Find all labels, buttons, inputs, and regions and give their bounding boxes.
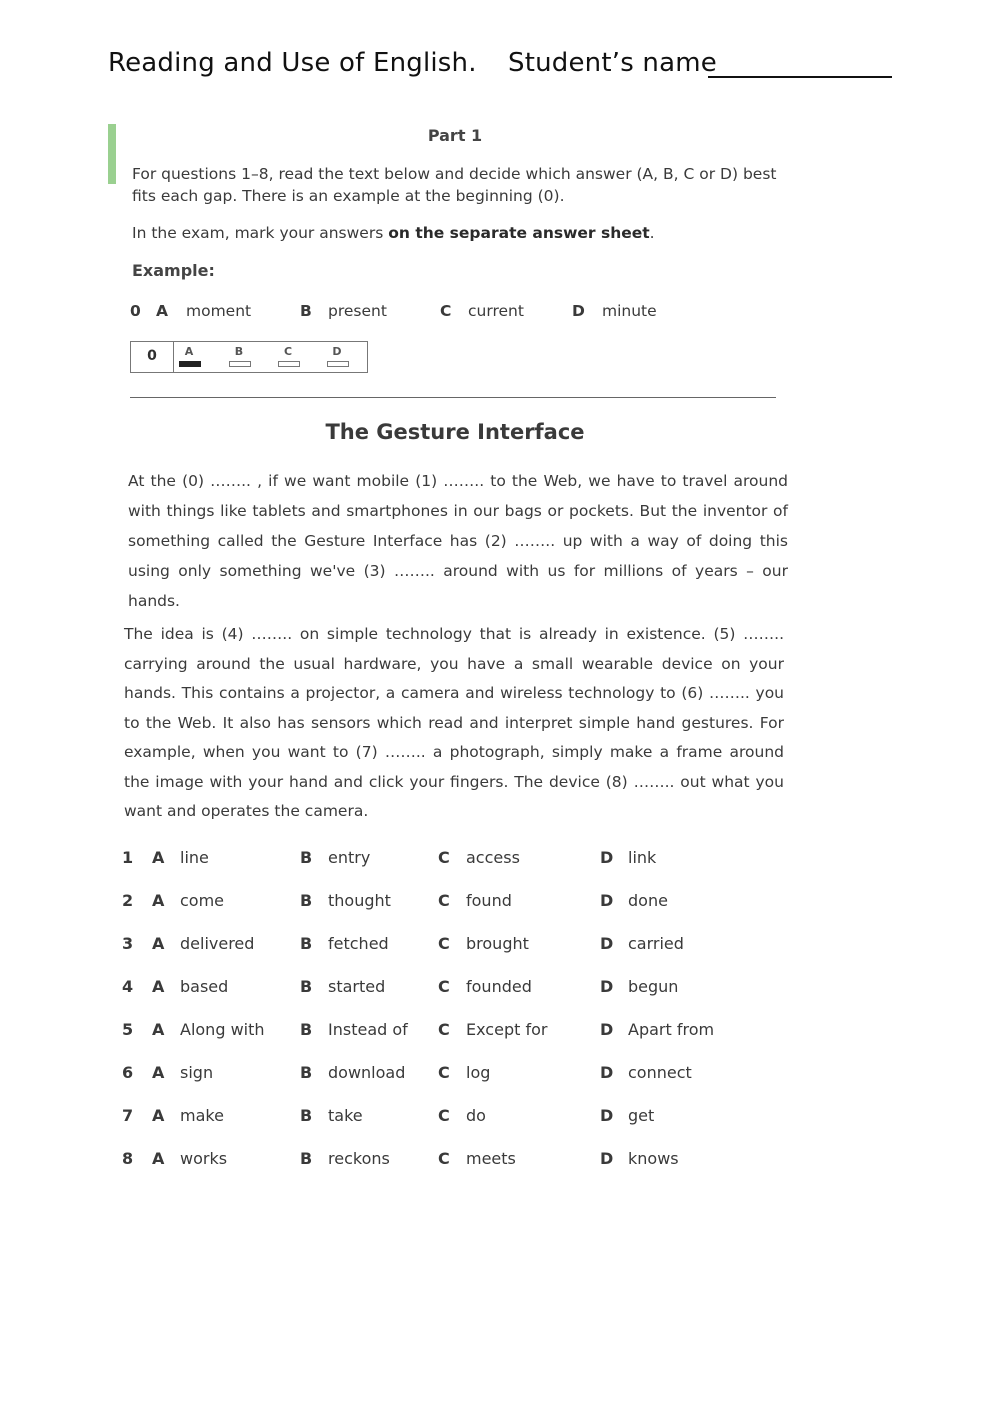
option-letter-a: A: [152, 1020, 165, 1039]
option-letter-c: C: [438, 1020, 450, 1039]
answer-sheet-letter-d: D: [332, 345, 342, 358]
student-name-label: Student’s name: [508, 48, 717, 78]
option-letter-d: D: [600, 848, 614, 867]
question-row: [116, 934, 736, 977]
answer-sheet-letter-c: C: [283, 345, 293, 358]
exam-note-prefix: In the exam, mark your answers: [132, 224, 384, 242]
question-number: 4: [122, 977, 134, 996]
question-number: 2: [122, 891, 134, 910]
example-word-a: moment: [186, 302, 252, 320]
option-letter-d: D: [600, 934, 614, 953]
option-c[interactable]: meets: [466, 1149, 516, 1168]
option-letter-c: C: [438, 1106, 450, 1125]
worksheet-title: Reading and Use of English.: [108, 48, 477, 78]
option-a[interactable]: line: [180, 848, 209, 867]
option-letter-b: B: [300, 891, 313, 910]
option-b[interactable]: download: [328, 1063, 406, 1082]
story-title: The Gesture Interface: [325, 420, 585, 444]
option-a[interactable]: come: [180, 891, 225, 910]
option-d[interactable]: done: [628, 891, 668, 910]
option-c[interactable]: brought: [466, 934, 529, 953]
option-c[interactable]: founded: [466, 977, 532, 996]
option-letter-b: B: [300, 1149, 313, 1168]
example-label: Example:: [132, 261, 215, 280]
answer-sheet-bubble-a[interactable]: [179, 361, 201, 367]
answer-sheet-bubble-d[interactable]: [327, 361, 349, 367]
option-d[interactable]: knows: [628, 1149, 679, 1168]
option-a[interactable]: Along with: [180, 1020, 265, 1039]
question-number: 7: [122, 1106, 134, 1125]
story-paragraph-1-text: At the (0) …….. , if we want mobile (1) …….. to the Web, we have to travel around with things like tablets and smartphones in our bags or pockets. But the inventor of something called the Gesture Interface has (2) …….. up with a way of doing this using only something we've (3) …….. around with us for millions of years – our hands.: [128, 472, 788, 610]
option-letter-d: D: [600, 1020, 614, 1039]
example-number: 0: [130, 302, 141, 320]
option-letter-d: D: [600, 1149, 614, 1168]
option-letter-a: A: [152, 1149, 165, 1168]
question-row: [116, 848, 736, 891]
option-letter-a: A: [152, 891, 165, 910]
option-letter-b: B: [300, 1106, 313, 1125]
option-a[interactable]: based: [180, 977, 229, 996]
question-row: [116, 1020, 736, 1063]
exam-note: [132, 224, 782, 242]
story-paragraph-1: [128, 466, 788, 616]
option-letter-b: B: [300, 1020, 313, 1039]
option-b[interactable]: entry: [328, 848, 371, 867]
answer-sheet-letter-a: A: [184, 345, 194, 358]
option-letter-c: C: [438, 934, 450, 953]
option-d[interactable]: connect: [628, 1063, 692, 1082]
question-row: [116, 891, 736, 934]
question-row: [116, 977, 736, 1020]
example-word-b: present: [328, 302, 387, 320]
option-letter-d: D: [600, 1063, 614, 1082]
option-letter-d: D: [600, 891, 614, 910]
option-letter-d: D: [600, 1106, 614, 1125]
answer-sheet-bubble-b[interactable]: [229, 361, 251, 367]
option-letter-a: A: [152, 1063, 165, 1082]
question-number: 8: [122, 1149, 134, 1168]
option-letter-b: B: [300, 977, 313, 996]
question-options: [116, 848, 736, 1192]
option-a[interactable]: make: [180, 1106, 224, 1125]
question-number: 6: [122, 1063, 134, 1082]
example-word-c: current: [468, 302, 524, 320]
example-letter-a: A: [156, 302, 168, 320]
option-d[interactable]: carried: [628, 934, 684, 953]
example-options: [130, 302, 690, 326]
answer-sheet-number: 0: [131, 342, 174, 372]
option-letter-c: C: [438, 848, 450, 867]
question-row: [116, 1106, 736, 1149]
option-d[interactable]: Apart from: [628, 1020, 715, 1039]
option-letter-c: C: [438, 1149, 450, 1168]
option-letter-a: A: [152, 848, 165, 867]
option-d[interactable]: link: [628, 848, 657, 867]
answer-sheet-letter-b: B: [234, 345, 244, 358]
option-c[interactable]: Except for: [466, 1020, 548, 1039]
answer-sheet-bubble-c[interactable]: [278, 361, 300, 367]
instructions-text: For questions 1–8, read the text below and decide which answer (A, B, C or D) best fits each gap. There is an example at the beginning (0).: [132, 165, 777, 205]
option-letter-b: B: [300, 848, 313, 867]
part-heading: Part 1: [427, 126, 483, 145]
option-b[interactable]: reckons: [328, 1149, 390, 1168]
option-b[interactable]: started: [328, 977, 386, 996]
option-b[interactable]: thought: [328, 891, 391, 910]
question-number: 1: [122, 848, 134, 867]
option-c[interactable]: log: [466, 1063, 491, 1082]
option-a[interactable]: sign: [180, 1063, 214, 1082]
option-letter-c: C: [438, 977, 450, 996]
option-letter-b: B: [300, 934, 313, 953]
option-letter-a: A: [152, 977, 165, 996]
example-letter-d: D: [572, 302, 585, 320]
question-number: 3: [122, 934, 134, 953]
section-marker: [108, 124, 116, 184]
option-d[interactable]: get: [628, 1106, 655, 1125]
divider: [130, 397, 776, 398]
option-c[interactable]: access: [466, 848, 520, 867]
option-a[interactable]: delivered: [180, 934, 255, 953]
option-letter-c: C: [438, 1063, 450, 1082]
option-b[interactable]: Instead of: [328, 1020, 408, 1039]
option-c[interactable]: do: [466, 1106, 486, 1125]
option-b[interactable]: take: [328, 1106, 363, 1125]
option-letter-c: C: [438, 891, 450, 910]
story-paragraph-2-text: The idea is (4) …….. on simple technology that is already in existence. (5) …….. carrying around the usual hardware, you have a small wearable device on your hands. This contains a projector, a camera and wireless technology to (6) …….. you to the Web. It also has sensors which read and interpret simple hand gestures. For example, when you want to (7) …….. a photograph, simply make a frame around the image with your hand and click your fingers. The device (8) …….. out what you want and operates the camera.: [124, 625, 784, 820]
option-b[interactable]: fetched: [328, 934, 389, 953]
example-word-d: minute: [602, 302, 657, 320]
exam-note-bold: on the separate answer sheet: [388, 224, 650, 242]
example-answer-sheet: [130, 341, 368, 373]
option-letter-a: A: [152, 1106, 165, 1125]
option-letter-b: B: [300, 1063, 313, 1082]
question-row: [116, 1063, 736, 1106]
option-d[interactable]: begun: [628, 977, 679, 996]
question-number: 5: [122, 1020, 134, 1039]
option-letter-d: D: [600, 977, 614, 996]
example-letter-c: C: [440, 302, 452, 320]
example-letter-b: B: [300, 302, 312, 320]
option-c[interactable]: found: [466, 891, 512, 910]
question-row: [116, 1149, 736, 1192]
story-paragraph-2: [124, 620, 784, 827]
exam-note-suffix: .: [649, 224, 655, 242]
option-letter-a: A: [152, 934, 165, 953]
option-a[interactable]: works: [180, 1149, 228, 1168]
